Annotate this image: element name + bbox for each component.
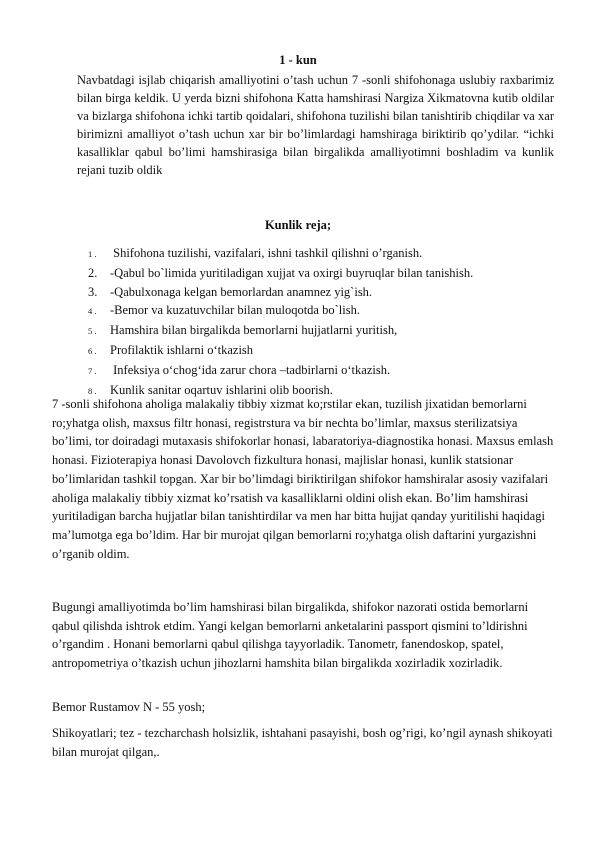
plan-item <box>88 264 558 283</box>
plan-item <box>88 321 558 341</box>
plan-item-text: -Qabulxonaga kelgan bemorlardan anamnez yig`ish. <box>110 284 373 299</box>
plan-item <box>88 341 558 361</box>
structure-paragraph: 7 -sonli shifohona aholiga malakaliy tibbiy xizmat ko;rstilar ekan, tuzilish jixatidan bemorlarni ro;yhatga olish, maxsus filtr honasi, registrstura va bir nechta bo’limlar, maxsus sterilizatsiya bo’limi, tor doiradagi mutaxasis shifokorlar honasi, labaratoriya-diagnostika honasi. Maxsus emlash honasi. Fizioterapiya honasi Davolovch fizkultura honasi, majlislar honasi, kunlik statsionar bo’limlaridan tashkil topgan. Xar bir bo’limdagi biriktirilgan shifokor hamshiralar asosiy vazifalari aholiga malakaliy tibbiy xizmat ko’rsatish va kasalliklarni oldini olish ekan. Bo’lim hamshirasi yuritiladigan barcha hujjatlar bilan tanishtirdilar va men har bitta hujjat qanday yuritilishi haqidagi ma’lumotga ega bo’ldim. Har bir murojat qilgan bemorlarni ro;yhatga olish daftarini yurgazishni o’rganib oldim. <box>52 397 554 561</box>
plan-item-text: Shifohona tuzilishi, vazifalari, ishni tashkil qilishni o’rganish. <box>110 246 423 260</box>
patient-line: Bemor Rustamov N - 55 yosh; <box>52 700 206 714</box>
day-title: 1 - kun <box>279 53 317 67</box>
plan-item-number: 1 . <box>88 249 97 259</box>
plan-item <box>88 361 558 381</box>
plan-item-text: Kunlik sanitar oqartuv ishlarini olib boorish. <box>110 382 333 397</box>
intro-paragraph: Navbatdagi isjlab chiqarish amalliyotini o’tash uchun 7 -sonli shifohonaga uslubiy raxbarimiz bilan birga keldik. U yerda bizni shifohona Katta hamshirasi Nargiza Xikmatovna kutib oldilar va bizlarga shifohona ichki tartib qoidalari, shifohona tuzilishi bilan tanishtirib chiqdilar va xar birimizni amalliyot o’tash uchun xar bir bo’limlardagi hamshiraga biriktirib qo’ydilar. “ichki kasalliklar qabul bo’limi hamshirasiga bilan birgalikda amalliyotimni boshladim va kunlik rejani tuzib oldik <box>77 73 554 177</box>
plan-item <box>88 283 558 302</box>
plan-item-number: 2. <box>88 265 98 280</box>
plan-item-number: 8 . <box>88 385 97 396</box>
plan-item <box>88 244 558 264</box>
complaints-paragraph: Shikoyatlari; tez - tezcharchash holsizlik, ishtahani pasayishi, bosh og’rigi, ko’ngil aynash shikoyati bilan murojat qilgan,. <box>52 726 553 759</box>
plan-item-number: 5 . <box>88 326 97 337</box>
plan-item-text: Profilaktik ishlarni o‘tkazish <box>110 342 254 357</box>
plan-item-text: -Qabul bo`limida yuritiladigan xujjat va oxirgi buyruqlar bilan tanishish. <box>110 265 474 280</box>
plan-item-text: Infeksiya o‘chog‘ida zarur chora –tadbirlarni o‘tkazish. <box>110 362 391 377</box>
plan-heading: Kunlik reja; <box>264 218 332 232</box>
practice-paragraph: Bugungi amalliyotimda bo’lim hamshirasi bilan birgalikda, shifokor nazorati ostida bemorlarni qabul qilishda ishtrok etdim. Yangi kelgan bemorlarni anketalarini passport qismini to’ldirishni o’rgandim . Honani bemorlarni qabul qilishga tayyorladik. Tanometr, fanendoskop, spatel, antropometriya o’tkazish uchun jihozlarni hamshita bilan birgalikda xozirladik xozirladik. <box>52 600 529 671</box>
plan-item-number: 7 . <box>88 365 97 376</box>
plan-item-text: Hamshira bilan birgalikda bemorlarni hujjatlarni yuritish, <box>110 323 398 338</box>
plan-item-number: 3. <box>88 284 98 299</box>
plan-item-number: 4 . <box>88 306 97 317</box>
plan-item-text: -Bemor va kuzatuvchilar bilan muloqotda bo`lish. <box>110 303 360 318</box>
plan-item-number: 6 . <box>88 345 97 356</box>
plan-item <box>88 301 558 321</box>
daily-plan-list <box>88 244 558 400</box>
